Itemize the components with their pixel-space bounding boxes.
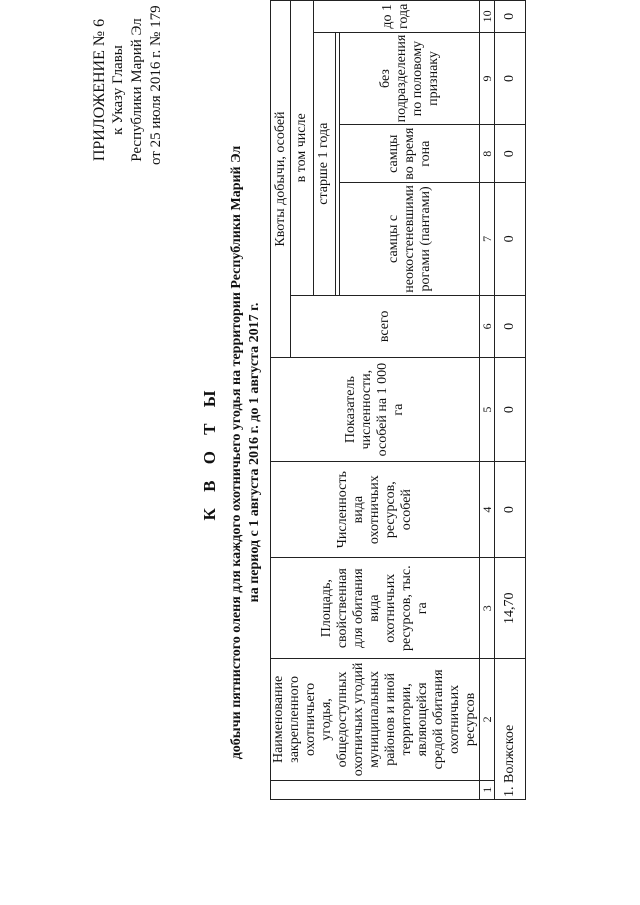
row-total: 0 — [495, 295, 526, 357]
header-name: Наименование закрепленного охотничьего угодья, общедоступных охотничьих угодий муниципальных районов и иной территории, являющейся средой обитания охотничьих ресурсов — [271, 659, 480, 780]
col-number: 1 — [480, 780, 495, 799]
row-density: 0 — [495, 358, 526, 462]
subtitle-line-2: на период с 1 августа 2016 г. до 1 августа 2017 г. — [247, 302, 262, 603]
row-no-sex: 0 — [495, 32, 526, 125]
col-number: 6 — [480, 295, 495, 357]
header-older1: старше 1 года — [313, 32, 336, 295]
col-number: 8 — [480, 125, 495, 183]
row-males-rut: 0 — [495, 125, 526, 183]
document-subtitle — [228, 0, 264, 905]
row-area: 14,70 — [495, 558, 526, 659]
header-under1: до 1 года — [313, 1, 480, 33]
header-area: Площадь, свойственная для обитания вида охотничьих ресурсов, тыс. га — [271, 558, 480, 659]
header-count: Численность вида охотничьих ресурсов, особей — [271, 462, 480, 558]
row-under1: 0 — [495, 1, 526, 33]
row-name: 1. Волжское — [495, 659, 526, 800]
header-no-sex: без подразделения по половому признаку — [340, 32, 480, 125]
col-number: 9 — [480, 32, 495, 125]
header-quotas: Квоты добычи, особей — [271, 1, 291, 358]
col-number: 5 — [480, 358, 495, 462]
column-numbers-row — [480, 1, 495, 800]
col1-header — [271, 780, 480, 799]
annex-republic: Республики Марий Эл — [129, 18, 145, 162]
row-males-antlers: 0 — [495, 183, 526, 296]
header-males-antlers: самцы с неокостеневшими рогами (пантами) — [340, 183, 480, 296]
annex-block — [90, 5, 166, 165]
col-number: 4 — [480, 462, 495, 558]
annex-number: ПРИЛОЖЕНИЕ № 6 — [91, 18, 108, 162]
row-count: 0 — [495, 462, 526, 558]
header-including: в том числе — [291, 1, 314, 296]
col-number: 2 — [480, 659, 495, 780]
header-density: Показатель численности, особей на 1 000 га — [271, 358, 480, 462]
col-number: 7 — [480, 183, 495, 296]
document-title: К В О Т Ы — [200, 384, 219, 521]
header-total: всего — [291, 295, 480, 357]
annex-date: от 25 июля 2016 г. № 179 — [148, 5, 164, 165]
col-number: 10 — [480, 1, 495, 33]
annex-ref: к Указу Главы — [110, 45, 126, 135]
table-row — [495, 1, 526, 800]
subtitle-line-1: добычи пятнистого оленя для каждого охотничьего угодья на территории Республики Марий Эл — [229, 145, 244, 760]
quota-table — [270, 0, 526, 800]
col-number: 3 — [480, 558, 495, 659]
header-males-rut: самцы во время гона — [340, 125, 480, 183]
